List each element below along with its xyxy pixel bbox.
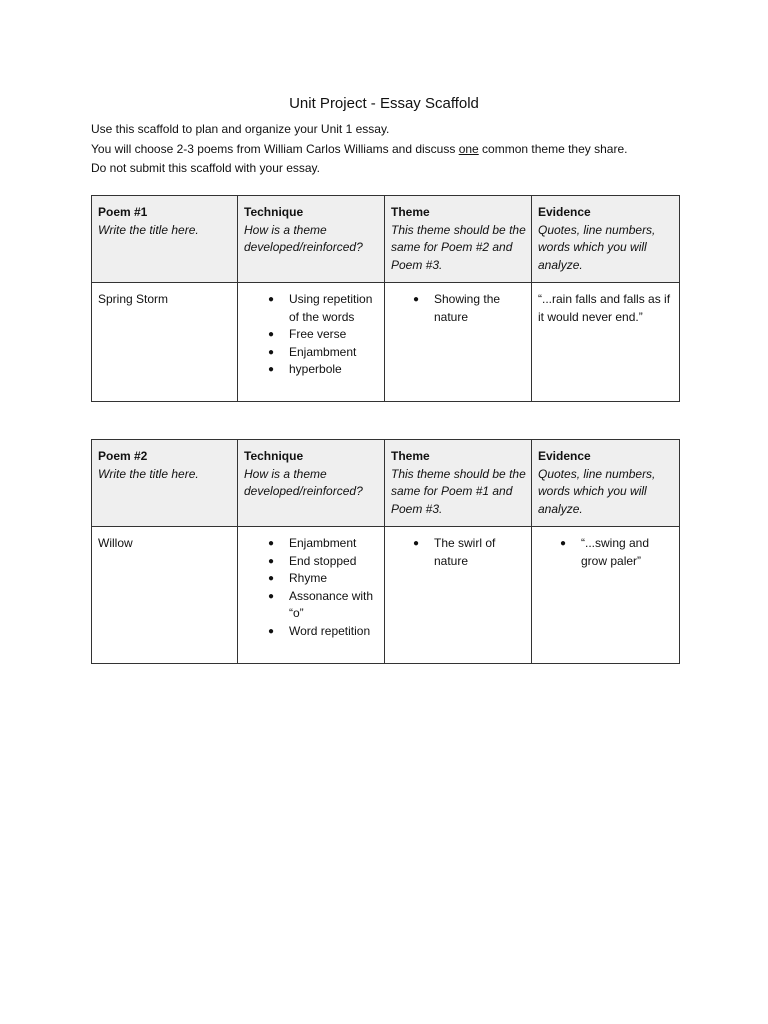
list-item: ● hyperbole (244, 361, 379, 379)
evidence-cell: “...rain falls and falls as if it would never end.” (532, 283, 680, 402)
evidence-list (538, 535, 674, 570)
intro-text (91, 120, 691, 179)
poem-title-cell: Spring Storm (92, 283, 238, 402)
table-row (92, 527, 680, 664)
list-item: ● Assonance with “o” (244, 588, 379, 623)
header-evidence-cell (532, 196, 680, 283)
theme-list (391, 291, 526, 326)
intro-line-1: Use this scaffold to plan and organize your Unit 1 essay. (91, 122, 390, 136)
header-theme-cell (385, 440, 532, 527)
header-evidence-cell (532, 440, 680, 527)
list-item: ● Free verse (244, 326, 379, 344)
header-theme-title: Theme (391, 449, 430, 463)
header-technique-cell (238, 196, 385, 283)
theme-cell (385, 283, 532, 402)
list-item: ● Enjambment (244, 535, 379, 553)
technique-list (244, 291, 379, 379)
page-title: Unit Project - Essay Scaffold (289, 95, 479, 112)
table-row (92, 283, 680, 402)
list-item: ● Showing the nature (391, 291, 526, 326)
header-theme-cell (385, 196, 532, 283)
header-poem-cell (92, 196, 238, 283)
header-theme-instruction: This theme should be the same for Poem #2 and Poem #3. (391, 222, 526, 272)
header-evidence-instruction: Quotes, line numbers, words which you will analyze. (538, 222, 656, 272)
poem-title-cell: Willow (92, 527, 238, 664)
header-poem-cell (92, 440, 238, 527)
theme-list (391, 535, 526, 570)
header-technique-title: Technique (244, 449, 304, 463)
list-item: ● The swirl of nature (391, 535, 526, 570)
poem-2-table (91, 439, 680, 664)
header-technique-title: Technique (244, 205, 304, 219)
technique-cell (238, 527, 385, 664)
header-poem-title: Poem #1 (98, 205, 148, 219)
list-item: ● Word repetition (244, 623, 379, 641)
intro-line-2 (91, 140, 691, 160)
header-poem-title: Poem #2 (98, 449, 148, 463)
technique-cell (238, 283, 385, 402)
header-evidence-title: Evidence (538, 205, 591, 219)
list-item: ● Rhyme (244, 570, 379, 588)
evidence-cell (532, 527, 680, 664)
list-item: ● “...swing and grow paler” (538, 535, 674, 570)
intro-line-2-start: You will choose 2-3 poems from William Carlos Williams and discuss (91, 141, 459, 156)
header-poem-instruction: Write the title here. (98, 222, 199, 237)
header-evidence-instruction: Quotes, line numbers, words which you will analyze. (538, 466, 656, 516)
technique-list (244, 535, 379, 640)
table-header-row (92, 440, 680, 527)
list-item: ● End stopped (244, 553, 379, 571)
header-theme-instruction: This theme should be the same for Poem #1 and Poem #3. (391, 466, 526, 516)
theme-cell (385, 527, 532, 664)
header-poem-instruction: Write the title here. (98, 466, 199, 481)
poem-1-table (91, 195, 680, 402)
intro-underlined-word: one (458, 141, 479, 156)
header-theme-title: Theme (391, 205, 430, 219)
intro-line-2-end: common theme they share. (478, 141, 628, 156)
header-technique-instruction: How is a theme developed/reinforced? (244, 222, 363, 254)
header-evidence-title: Evidence (538, 449, 591, 463)
header-technique-cell (238, 440, 385, 527)
list-item: ● Enjambment (244, 344, 379, 362)
header-technique-instruction: How is a theme developed/reinforced? (244, 466, 363, 498)
list-item: ● Using repetition of the words (244, 291, 379, 326)
intro-line-3: Do not submit this scaffold with your essay. (91, 161, 320, 175)
table-header-row (92, 196, 680, 283)
